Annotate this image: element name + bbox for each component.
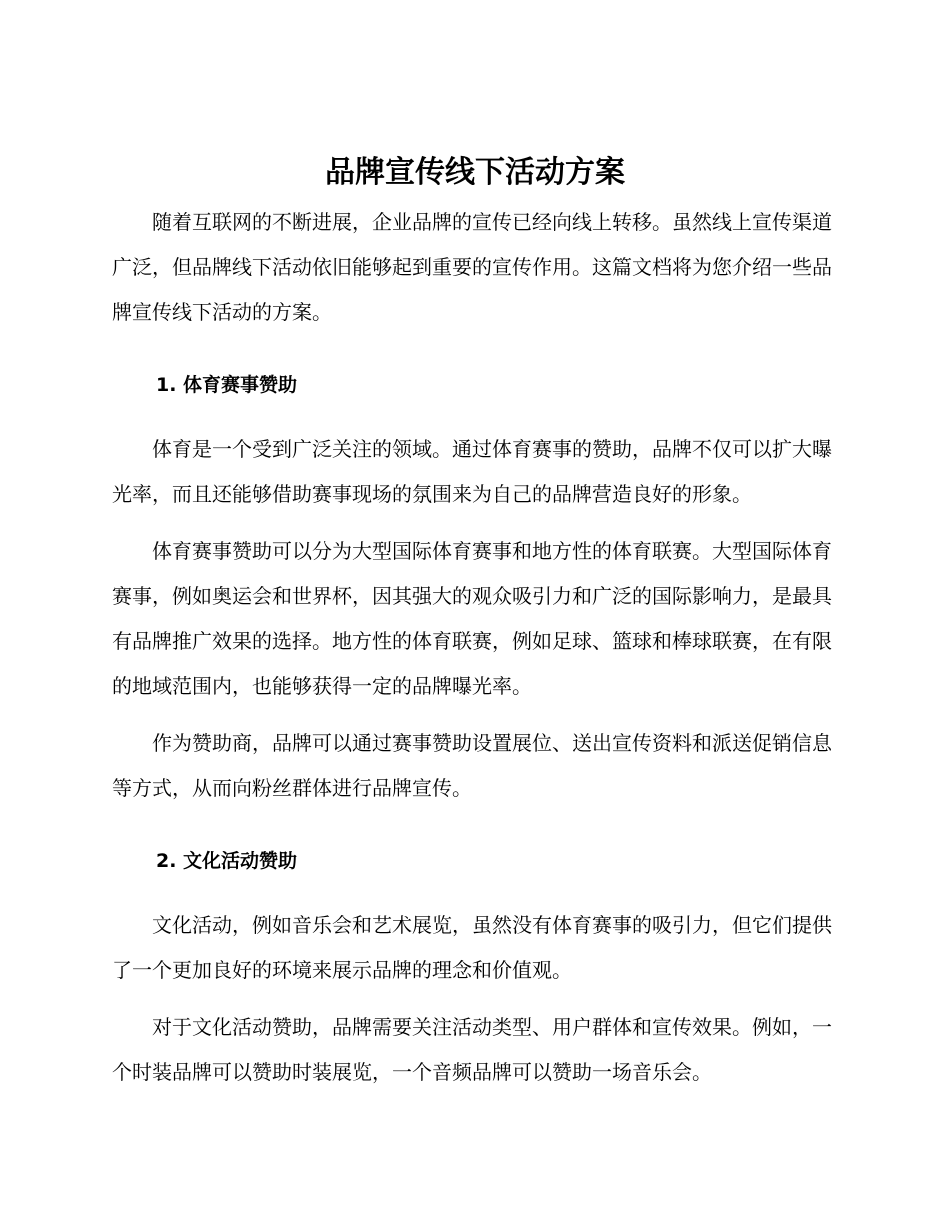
paragraph: 体育是一个受到广泛关注的领域。通过体育赛事的赞助，品牌不仅可以扩大曝光率，而且还能够借助赛事现场的氛围来为自己的品牌营造良好的形象。 <box>112 437 832 506</box>
section-heading-sports: 1. 体育赛事赞助 <box>156 374 298 396</box>
paragraph: 对于文化活动赞助，品牌需要关注活动类型、用户群体和宣传效果。例如，一个时装品牌可以赞助时装展览，一个音频品牌可以赞助一场音乐会。 <box>112 1015 832 1084</box>
paragraph: 作为赞助商，品牌可以通过赛事赞助设置展位、送出宣传资料和派送促销信息等方式，从而向粉丝群体进行品牌宣传。 <box>112 731 832 800</box>
section-heading-culture: 2. 文化活动赞助 <box>156 850 298 872</box>
paragraph: 文化活动，例如音乐会和艺术展览，虽然没有体育赛事的吸引力，但它们提供了一个更加良好的环境来展示品牌的理念和价值观。 <box>112 913 832 982</box>
paragraph: 体育赛事赞助可以分为大型国际体育赛事和地方性的体育联赛。大型国际体育赛事，例如奥运会和世界杯，因其强大的观众吸引力和广泛的国际影响力，是最具有品牌推广效果的选择。地方性的体育联赛，例如足球、篮球和棒球联赛，在有限的地域范围内，也能够获得一定的品牌曝光率。 <box>112 539 832 698</box>
page-title: 品牌宣传线下活动方案 <box>325 155 625 190</box>
intro-paragraph: 随着互联网的不断进展，企业品牌的宣传已经向线上转移。虽然线上宣传渠道广泛，但品牌线下活动依旧能够起到重要的宣传作用。这篇文档将为您介绍一些品牌宣传线下活动的方案。 <box>112 210 832 324</box>
document-body <box>112 200 832 1107</box>
